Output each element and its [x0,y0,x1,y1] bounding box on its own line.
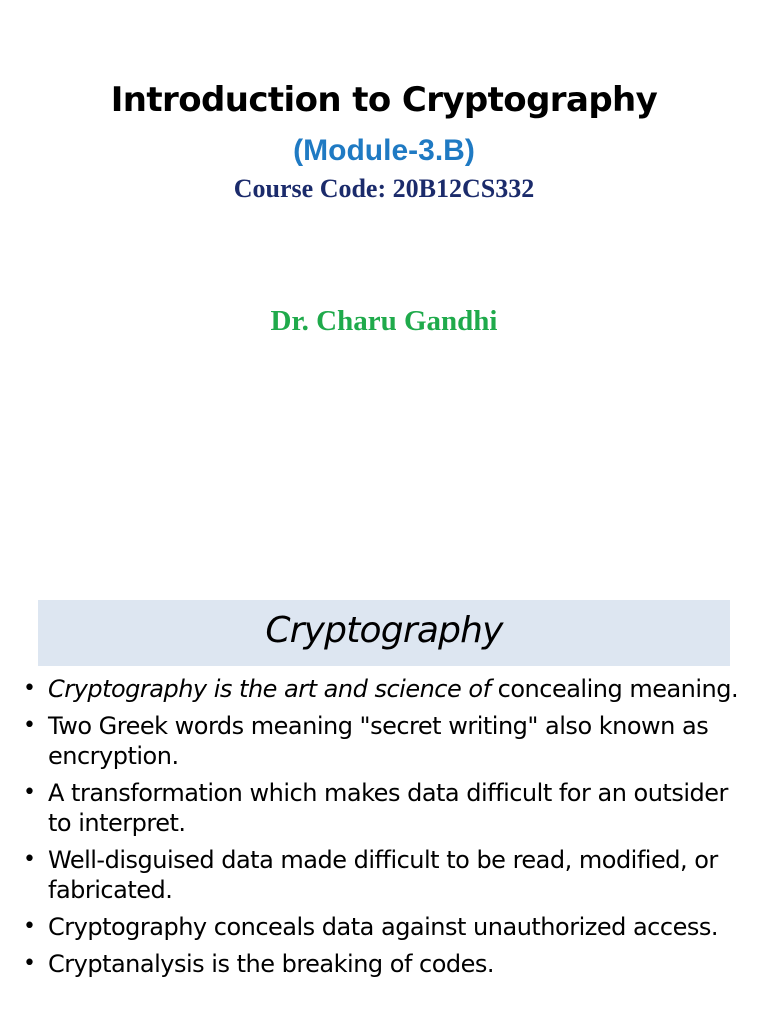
bullet-dot: • [23,713,36,738]
bullet-list [20,674,740,986]
slide-title: Introduction to Cryptography [110,80,658,120]
bullet-item [20,674,740,704]
bullet-dot: • [23,676,36,701]
bullet-item [20,912,740,942]
bullet-text: concealing meaning. [490,675,739,703]
bullet-italic-text: Cryptography is the art and science of [48,675,491,703]
author-name: Dr. Charu Gandhi [270,305,498,337]
course-code: Course Code: 20B12CS332 [233,174,535,203]
bullet-dot: • [23,847,36,872]
bullet-text: Cryptanalysis is the breaking of codes. [48,950,495,978]
bullet-dot: • [23,780,36,805]
bullet-text: Cryptography conceals data against unauthorized access. [48,913,718,941]
bullet-text: Well-disguised data made difficult to be read, modified, or fabricated. [48,846,718,904]
section-heading: Cryptography [265,610,503,651]
bullet-dot: • [23,914,36,939]
bullet-dot: • [23,951,36,976]
bullet-item [20,778,740,838]
bullet-text: Two Greek words meaning "secret writing" also known as encryption. [48,712,709,770]
module-label: (Module-3.B) [293,134,475,167]
bullet-text: A transformation which makes data difficult for an outsider to interpret. [48,779,728,837]
bullet-item [20,711,740,771]
bullet-item [20,845,740,905]
bullet-item [20,949,740,979]
